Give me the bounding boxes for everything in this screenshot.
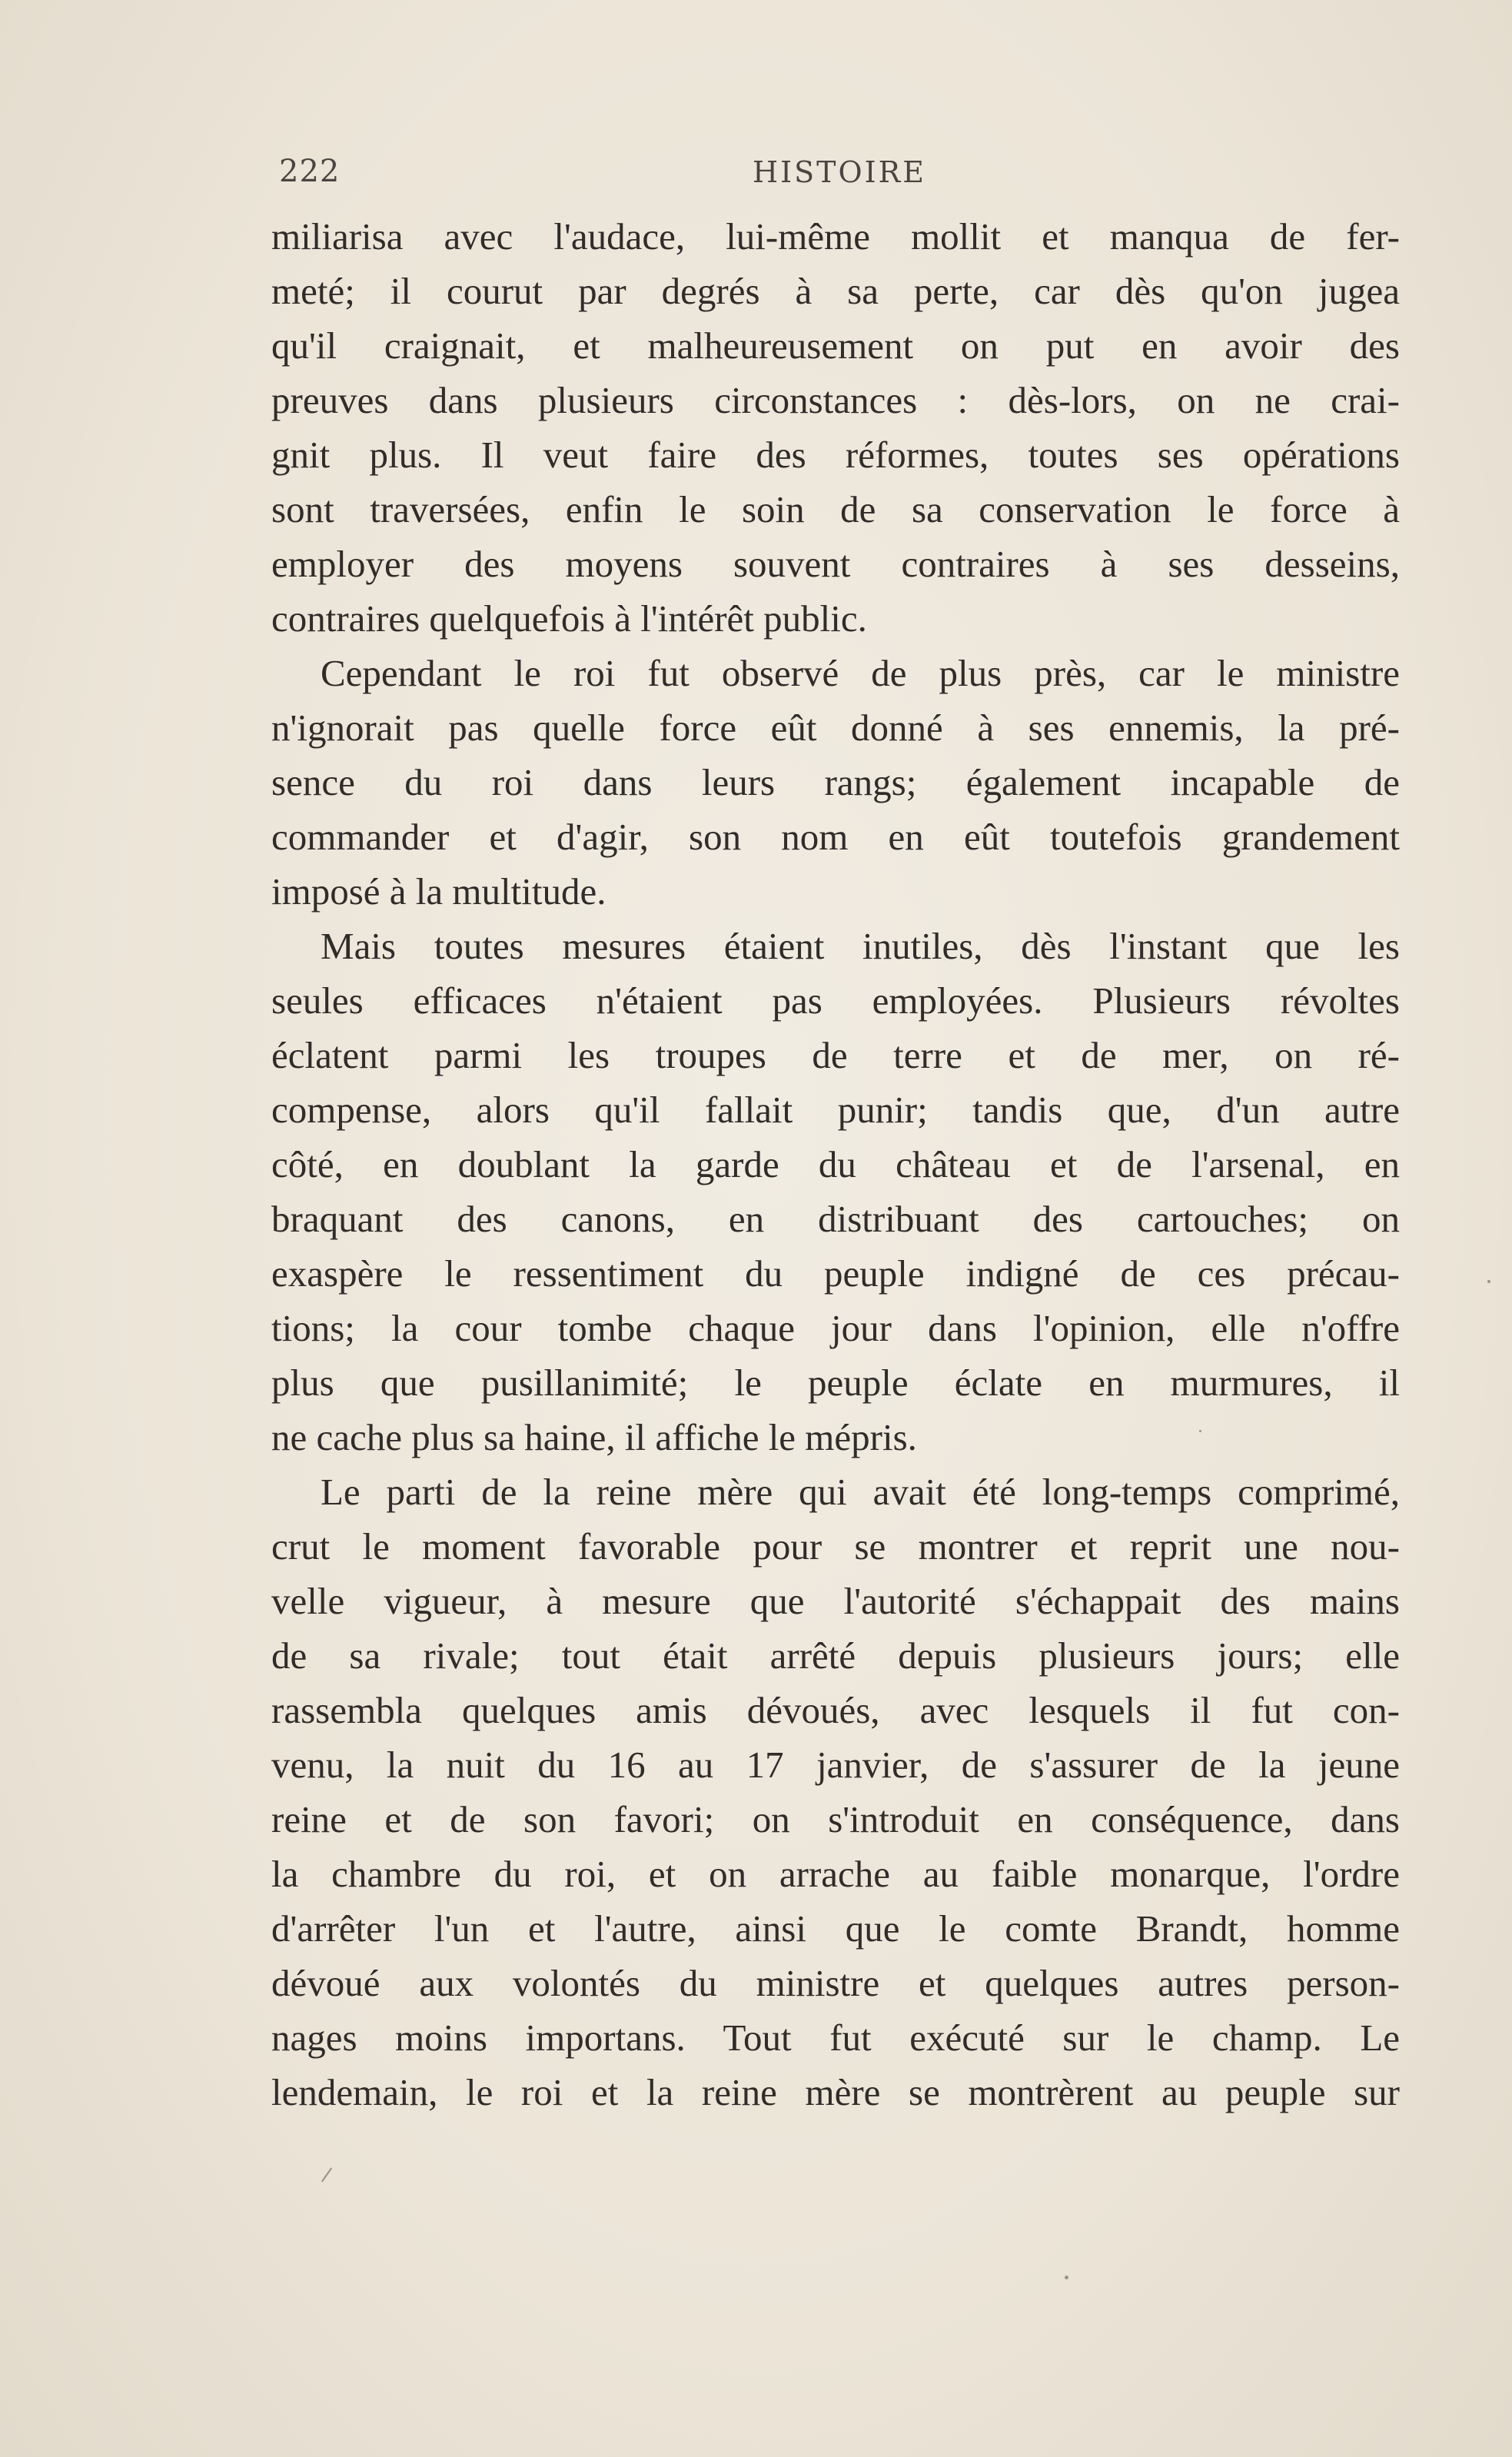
text-line: nages moins importans. Tout fut exécuté sur le champ. Le [271,2016,1400,2059]
text-line: commander et d'agir, son nom en eût toutefois grandement [271,816,1400,858]
text-line: preuves dans plusieurs circonstances : dès-lors, on ne crai- [271,379,1400,421]
text-line: tions; la cour tombe chaque jour dans l'opinion, elle n'offre [271,1307,1400,1349]
text-line: de sa rivale; tout était arrêté depuis plusieurs jours; elle [271,1634,1400,1677]
text-line: ne cache plus sa haine, il affiche le mépris. [271,1416,917,1458]
text-line: meté; il courut par degrés à sa perte, car dès qu'on jugea [271,270,1400,312]
text-line: compense, alors qu'il fallait punir; tandis que, d'un autre [271,1089,1400,1131]
running-title: HISTOIRE [752,155,927,189]
page-number: 222 [279,154,341,189]
text-line: éclatent parmi les troupes de terre et de mer, on ré- [271,1034,1400,1076]
text-line: d'arrêter l'un et l'autre, ainsi que le comte Brandt, homme [271,1907,1400,1950]
text-line: employer des moyens souvent contraires à ses desseins, [271,543,1400,585]
text-line: Mais toutes mesures étaient inutiles, dès l'instant que les [321,925,1400,967]
text-line: braquant des canons, en distribuant des cartouches; on [271,1198,1400,1240]
text-line: sence du roi dans leurs rangs; également incapable de [271,761,1400,803]
paper-speck [1487,1280,1490,1283]
text-line: imposé à la multitude. [271,870,606,913]
text-line: qu'il craignait, et malheureusement on put en avoir des [271,324,1400,367]
text-line: reine et de son favori; on s'introduit en conséquence, dans [271,1798,1400,1840]
body-text [271,209,1400,2120]
text-line: contraires quelquefois à l'intérêt public. [271,597,867,640]
text-line: exaspère le ressentiment du peuple indigné de ces précau- [271,1252,1400,1295]
text-line: sont traversées, enfin le soin de sa conservation le force à [271,488,1400,530]
paper-speck [1199,1430,1201,1432]
text-line: velle vigueur, à mesure que l'autorité s'échappait des mains [271,1580,1400,1622]
paper-speck [1065,2276,1068,2279]
text-line: dévoué aux volontés du ministre et quelques autres person- [271,1962,1400,2004]
text-line: crut le moment favorable pour se montrer et reprit une nou- [271,1525,1400,1568]
paper-scratch [321,2167,332,2182]
text-line: n'ignorait pas quelle force eût donné à ses ennemis, la pré- [271,707,1400,749]
text-line: seules efficaces n'étaient pas employées. Plusieurs révoltes [271,979,1400,1022]
text-line: plus que pusillanimité; le peuple éclate en murmures, il [271,1361,1400,1404]
text-line: la chambre du roi, et on arrache au faible monarque, l'ordre [271,1853,1400,1895]
text-line: rassembla quelques amis dévoués, avec lesquels il fut con- [271,1689,1400,1731]
text-line: venu, la nuit du 16 au 17 janvier, de s'assurer de la jeune [271,1744,1400,1786]
text-line: lendemain, le roi et la reine mère se montrèrent au peuple sur [271,2071,1400,2113]
text-line: Cependant le roi fut observé de plus près, car le ministre [321,652,1400,694]
text-line: miliarisa avec l'audace, lui-même mollit et manqua de fer- [271,215,1400,258]
text-line: côté, en doublant la garde du château et de l'arsenal, en [271,1143,1400,1185]
text-line: gnit plus. Il veut faire des réformes, toutes ses opérations [271,434,1400,476]
page-header [279,154,1400,200]
text-line: Le parti de la reine mère qui avait été long-temps comprimé, [321,1471,1400,1513]
